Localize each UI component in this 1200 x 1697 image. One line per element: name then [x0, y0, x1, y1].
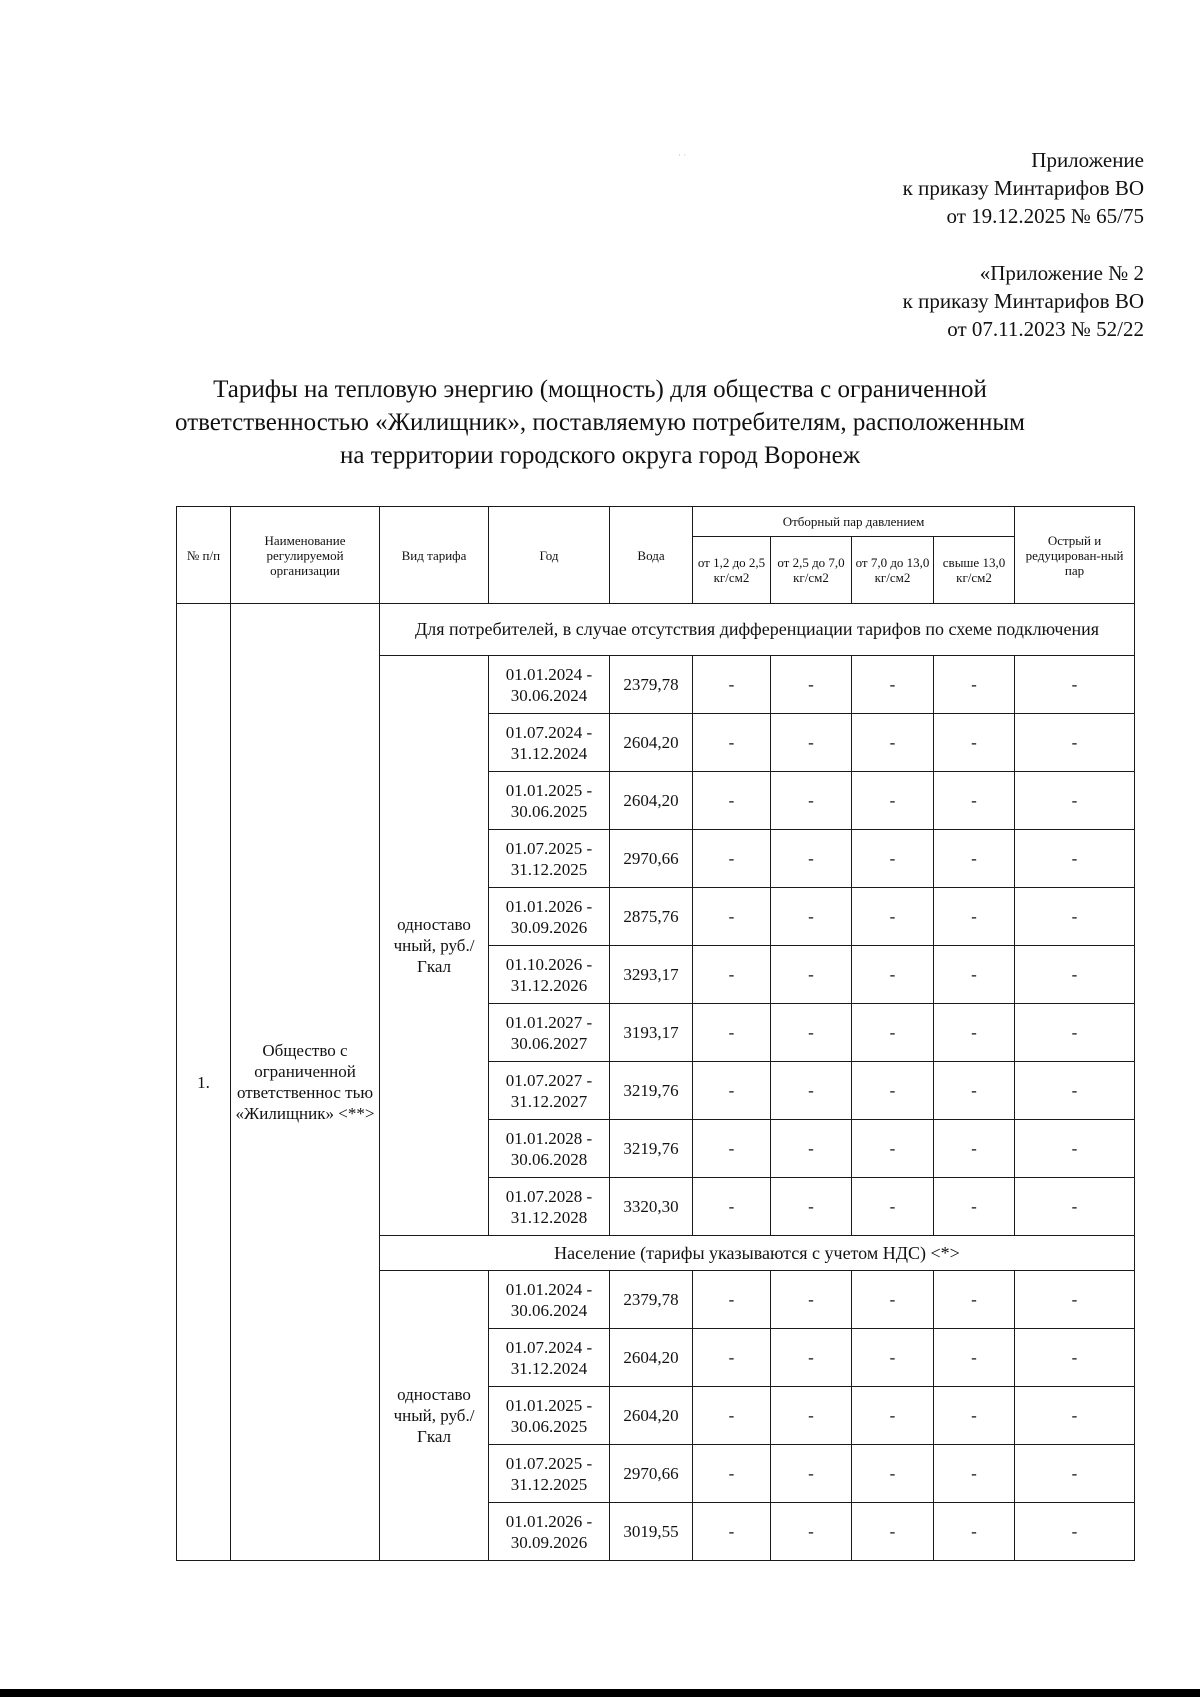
steam-value-sharp: - — [1015, 1062, 1135, 1120]
steam-value-p1: - — [693, 946, 771, 1004]
water-value: 3219,76 — [610, 1120, 693, 1178]
steam-value-p2: - — [771, 1503, 852, 1561]
header-num: № п/п — [177, 507, 231, 604]
water-value: 2875,76 — [610, 888, 693, 946]
original-appendix-header-line: от 07.11.2023 № 52/22 — [947, 317, 1144, 341]
period-cell: 01.01.2026 - 30.09.2026 — [489, 888, 610, 946]
steam-value-p4: - — [934, 1178, 1015, 1236]
steam-value-p4: - — [934, 1445, 1015, 1503]
steam-value-p2: - — [771, 830, 852, 888]
original-appendix-header — [903, 259, 1144, 343]
appendix-header — [903, 146, 1144, 230]
steam-value-p4: - — [934, 946, 1015, 1004]
steam-value-p1: - — [693, 772, 771, 830]
steam-value-p3: - — [852, 1329, 934, 1387]
steam-value-p4: - — [934, 1387, 1015, 1445]
steam-value-p1: - — [693, 1271, 771, 1329]
steam-value-p3: - — [852, 830, 934, 888]
period-cell: 01.01.2028 - 30.06.2028 — [489, 1120, 610, 1178]
period-cell: 01.01.2027 - 30.06.2027 — [489, 1004, 610, 1062]
steam-value-p3: - — [852, 1503, 934, 1561]
water-value: 2604,20 — [610, 772, 693, 830]
steam-value-p3: - — [852, 1178, 934, 1236]
steam-value-p1: - — [693, 1178, 771, 1236]
header-sharp-steam: Острый и редуцирован-ный пар — [1015, 507, 1135, 604]
steam-value-sharp: - — [1015, 830, 1135, 888]
steam-value-p1: - — [693, 830, 771, 888]
steam-value-p2: - — [771, 1445, 852, 1503]
header-organization: Наименование регулируемой организации — [231, 507, 380, 604]
section-row — [177, 604, 1135, 656]
document-title-line: ответственностью «Жилищник», поставляемую потребителям, расположенным — [175, 409, 1025, 436]
steam-value-sharp: - — [1015, 1271, 1135, 1329]
steam-value-p4: - — [934, 888, 1015, 946]
steam-value-sharp: - — [1015, 1329, 1135, 1387]
steam-value-sharp: - — [1015, 888, 1135, 946]
tariff-table — [176, 506, 1135, 1561]
steam-value-p1: - — [693, 1004, 771, 1062]
steam-value-sharp: - — [1015, 1120, 1135, 1178]
steam-value-p3: - — [852, 656, 934, 714]
steam-value-sharp: - — [1015, 1503, 1135, 1561]
water-value: 2604,20 — [610, 1329, 693, 1387]
steam-value-sharp: - — [1015, 946, 1135, 1004]
header-pressure-4: свыше 13,0 кг/см2 — [934, 537, 1015, 604]
steam-value-p3: - — [852, 714, 934, 772]
steam-value-p1: - — [693, 1445, 771, 1503]
tariff-type: одноставо чный, руб./Гкал — [380, 1271, 489, 1561]
water-value: 2379,78 — [610, 1271, 693, 1329]
period-cell: 01.07.2024 - 31.12.2024 — [489, 714, 610, 772]
steam-value-p3: - — [852, 1271, 934, 1329]
header-year: Год — [489, 507, 610, 604]
period-cell: 01.07.2027 - 31.12.2027 — [489, 1062, 610, 1120]
tariff-type: одноставо чный, руб./Гкал — [380, 656, 489, 1236]
scan-specks: · · — [678, 150, 687, 160]
steam-value-p1: - — [693, 656, 771, 714]
steam-value-p2: - — [771, 1004, 852, 1062]
document-title-line: на территории городского округа город Воронеж — [340, 442, 860, 469]
appendix-header-line: от 19.12.2025 № 65/75 — [946, 204, 1144, 228]
section-title: Население (тарифы указываются с учетом НДС) <*> — [380, 1236, 1135, 1271]
steam-value-p3: - — [852, 1445, 934, 1503]
steam-value-p2: - — [771, 656, 852, 714]
original-appendix-header-line: к приказу Минтарифов ВО — [902, 289, 1144, 313]
section-title: Для потребителей, в случае отсутствия дифференциации тарифов по схеме подключения — [380, 604, 1135, 656]
document-title — [150, 373, 1050, 472]
steam-value-sharp: - — [1015, 1004, 1135, 1062]
steam-value-p1: - — [693, 1503, 771, 1561]
period-cell: 01.07.2024 - 31.12.2024 — [489, 1329, 610, 1387]
steam-value-p1: - — [693, 1387, 771, 1445]
steam-value-p4: - — [934, 1503, 1015, 1561]
steam-value-sharp: - — [1015, 1387, 1135, 1445]
steam-value-p4: - — [934, 772, 1015, 830]
header-pressure-1: от 1,2 до 2,5 кг/см2 — [693, 537, 771, 604]
organization-name: Общество с ограниченной ответственнос тью «Жилищник» <**> — [231, 604, 380, 1561]
steam-value-p2: - — [771, 714, 852, 772]
header-water: Вода — [610, 507, 693, 604]
period-cell: 01.01.2024 - 30.06.2024 — [489, 1271, 610, 1329]
appendix-header-line: к приказу Минтарифов ВО — [902, 176, 1144, 200]
header-tariff-type: Вид тарифа — [380, 507, 489, 604]
steam-value-p3: - — [852, 1004, 934, 1062]
scan-edge — [0, 1689, 1200, 1697]
period-cell: 01.01.2024 - 30.06.2024 — [489, 656, 610, 714]
period-cell: 01.01.2025 - 30.06.2025 — [489, 772, 610, 830]
steam-value-p1: - — [693, 1062, 771, 1120]
steam-value-sharp: - — [1015, 1445, 1135, 1503]
steam-value-p1: - — [693, 1329, 771, 1387]
water-value: 3293,17 — [610, 946, 693, 1004]
steam-value-p1: - — [693, 888, 771, 946]
steam-value-p3: - — [852, 1062, 934, 1120]
period-cell: 01.01.2025 - 30.06.2025 — [489, 1387, 610, 1445]
steam-value-p4: - — [934, 830, 1015, 888]
steam-value-p3: - — [852, 1387, 934, 1445]
water-value: 2604,20 — [610, 1387, 693, 1445]
steam-value-p2: - — [771, 888, 852, 946]
period-cell: 01.01.2026 - 30.09.2026 — [489, 1503, 610, 1561]
steam-value-p2: - — [771, 1178, 852, 1236]
steam-value-p2: - — [771, 1120, 852, 1178]
steam-value-p4: - — [934, 1271, 1015, 1329]
steam-value-p3: - — [852, 772, 934, 830]
row-number: 1. — [177, 604, 231, 1561]
steam-value-p2: - — [771, 1387, 852, 1445]
steam-value-p4: - — [934, 1062, 1015, 1120]
water-value: 2604,20 — [610, 714, 693, 772]
steam-value-p4: - — [934, 714, 1015, 772]
steam-value-p2: - — [771, 1062, 852, 1120]
steam-value-p2: - — [771, 772, 852, 830]
steam-value-p2: - — [771, 946, 852, 1004]
steam-value-sharp: - — [1015, 1178, 1135, 1236]
period-cell: 01.07.2025 - 31.12.2025 — [489, 830, 610, 888]
water-value: 3320,30 — [610, 1178, 693, 1236]
steam-value-p4: - — [934, 1004, 1015, 1062]
water-value: 3019,55 — [610, 1503, 693, 1561]
steam-value-p2: - — [771, 1271, 852, 1329]
steam-value-p4: - — [934, 1329, 1015, 1387]
water-value: 3193,17 — [610, 1004, 693, 1062]
appendix-header-line: Приложение — [1031, 148, 1144, 172]
header-pressure-2: от 2,5 до 7,0 кг/см2 — [771, 537, 852, 604]
water-value: 2379,78 — [610, 656, 693, 714]
steam-value-sharp: - — [1015, 772, 1135, 830]
steam-value-p4: - — [934, 1120, 1015, 1178]
steam-value-p3: - — [852, 1120, 934, 1178]
header-steam-group: Отборный пар давлением — [693, 507, 1015, 537]
water-value: 2970,66 — [610, 830, 693, 888]
steam-value-p3: - — [852, 946, 934, 1004]
water-value: 3219,76 — [610, 1062, 693, 1120]
period-cell: 01.07.2025 - 31.12.2025 — [489, 1445, 610, 1503]
steam-value-p1: - — [693, 1120, 771, 1178]
steam-value-p3: - — [852, 888, 934, 946]
steam-value-sharp: - — [1015, 656, 1135, 714]
original-appendix-header-line: «Приложение № 2 — [979, 261, 1144, 285]
period-cell: 01.07.2028 - 31.12.2028 — [489, 1178, 610, 1236]
water-value: 2970,66 — [610, 1445, 693, 1503]
steam-value-p2: - — [771, 1329, 852, 1387]
steam-value-sharp: - — [1015, 714, 1135, 772]
period-cell: 01.10.2026 - 31.12.2026 — [489, 946, 610, 1004]
steam-value-p1: - — [693, 714, 771, 772]
steam-value-p4: - — [934, 656, 1015, 714]
document-title-line: Тарифы на тепловую энергию (мощность) для общества с ограниченной — [213, 376, 987, 403]
header-pressure-3: от 7,0 до 13,0 кг/см2 — [852, 537, 934, 604]
tariff-table-body — [177, 604, 1135, 1561]
